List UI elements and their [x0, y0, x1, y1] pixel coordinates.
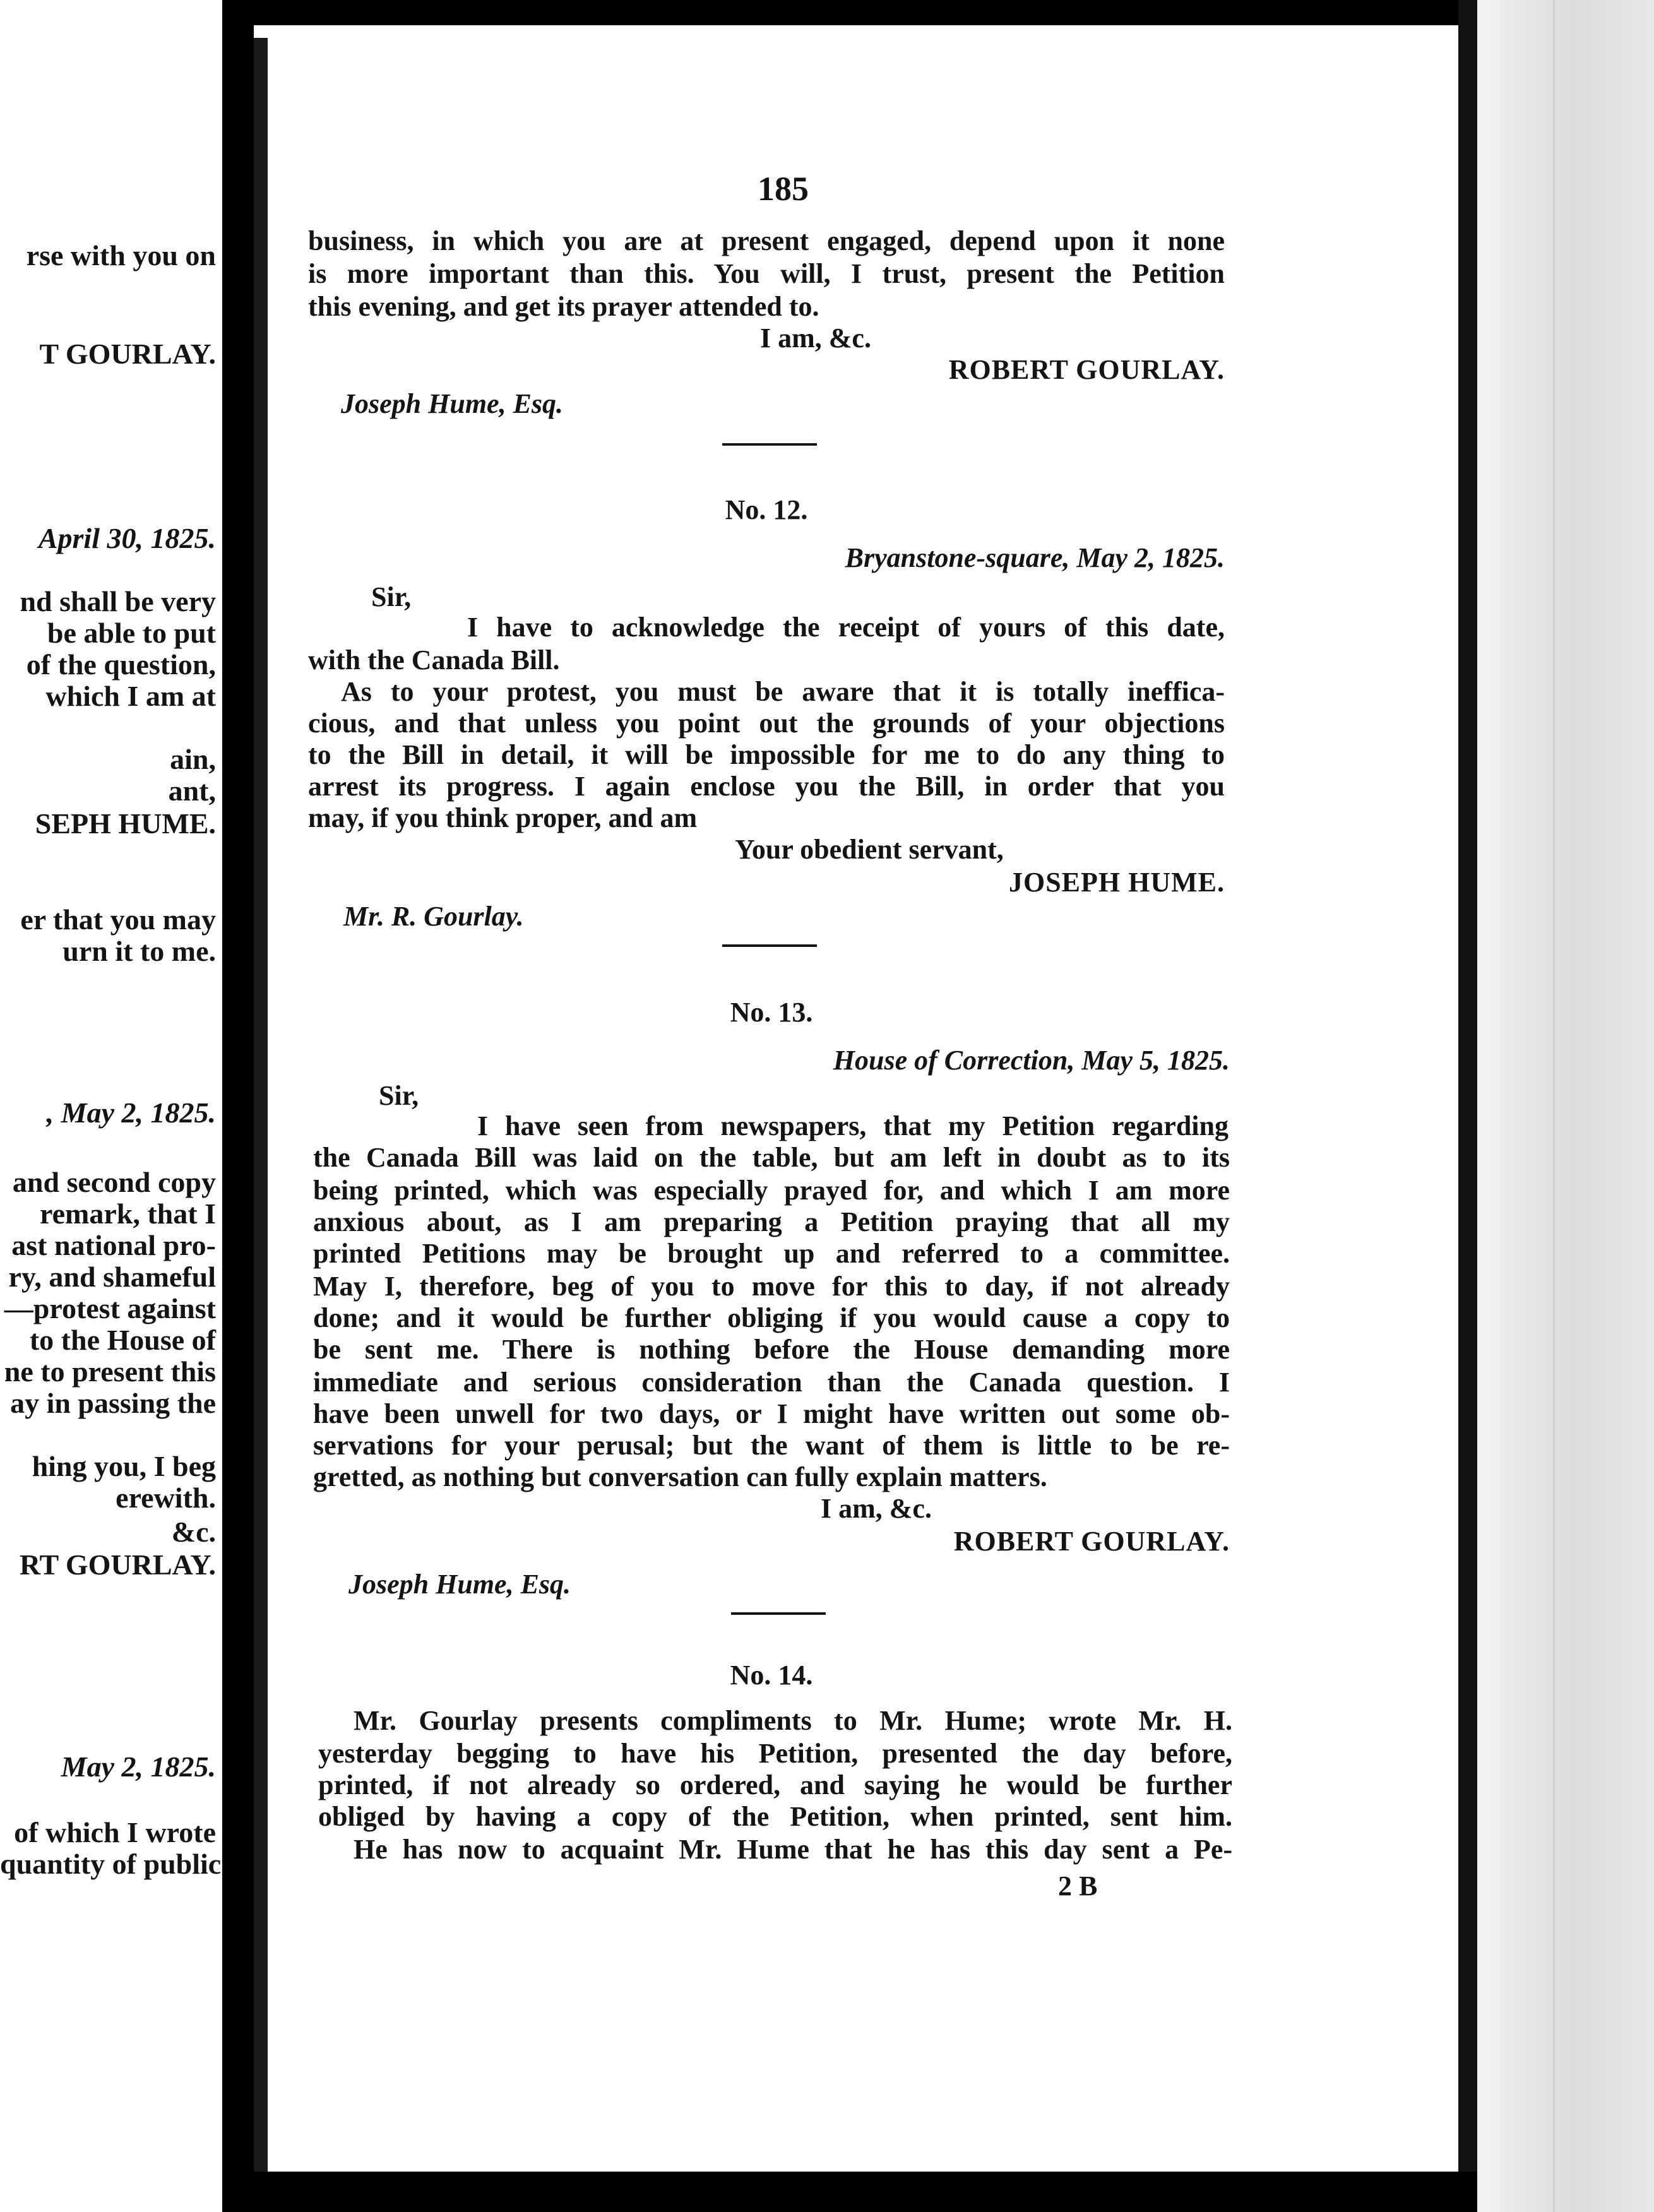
left-line: rse with you on [26, 239, 216, 271]
left-line: ay in passing the [10, 1387, 216, 1419]
body-line: servations for your perusal; but the want of them is little to be re- [313, 1430, 1230, 1461]
left-line: erewith. [116, 1482, 216, 1514]
left-line: and second copy [12, 1166, 216, 1198]
page-number: 185 [758, 170, 809, 208]
body-line: printed, if not already so ordered, and saying he would be further [318, 1769, 1232, 1800]
left-line: ant, [168, 775, 216, 807]
stacked-page-edges [1477, 0, 1654, 2212]
letter-heading: No. 13. [730, 997, 813, 1028]
body-line: immediate and serious consideration than the Canada question. I [313, 1367, 1230, 1398]
body-line: being printed, which was especially prayed for, and which I am more [313, 1175, 1230, 1206]
section-rule [722, 944, 817, 947]
left-line: T GOURLAY. [39, 338, 216, 370]
body-line: He has now to acquaint Mr. Hume that he has this day sent a Pe- [354, 1834, 1232, 1865]
body-line: I have to acknowledge the receipt of yours of this date, [467, 612, 1225, 643]
left-line: RT GOURLAY. [19, 1549, 216, 1581]
body-line: be sent me. There is nothing before the House demanding more [313, 1334, 1230, 1365]
closing: Your obedient servant, [735, 834, 1004, 865]
left-line: ain, [170, 743, 216, 775]
left-line: urn it to me. [62, 935, 216, 967]
body-line: yesterday begging to have his Petition, presented the day before, [318, 1738, 1232, 1769]
addressee: Joseph Hume, Esq. [341, 388, 564, 419]
section-rule [722, 443, 817, 446]
left-line: quantity of public [0, 1848, 222, 1880]
left-line: &c. [171, 1516, 216, 1548]
left-line: of which I wrote [14, 1816, 216, 1848]
dateline: Bryanstone-square, May 2, 1825. [845, 542, 1225, 573]
addressee: Joseph Hume, Esq. [348, 1569, 571, 1600]
body-line: Mr. Gourlay presents compliments to Mr. Hume; wrote Mr. H. [354, 1705, 1232, 1736]
left-line: hing you, I beg [32, 1450, 216, 1482]
left-line: of the question, [26, 648, 216, 681]
body-line: done; and it would be further obliging if you would cause a copy to [313, 1302, 1230, 1333]
body-line: with the Canada Bill. [308, 645, 560, 675]
body-line: anxious about, as I am preparing a Petition praying that all my [313, 1206, 1230, 1237]
body-line: printed Petitions may be brought up and referred to a committee. [313, 1238, 1230, 1269]
addressee: Mr. R. Gourlay. [343, 901, 524, 932]
left-line: remark, that I [40, 1198, 216, 1230]
left-line: , May 2, 1825. [46, 1097, 216, 1129]
left-line: which I am at [45, 680, 216, 712]
body-line: have been unwell for two days, or I might have written out some ob- [313, 1398, 1230, 1429]
salutation: Sir, [379, 1080, 419, 1111]
left-line: er that you may [20, 903, 216, 936]
left-line: SEPH HUME. [35, 807, 216, 840]
body-line: cious, and that unless you point out the grounds of your objections [308, 708, 1225, 739]
letter-heading: No. 12. [725, 494, 808, 525]
body-line: is more important than this. You will, I trust, present the Petition [308, 258, 1225, 289]
signature-mark: 2 B [1058, 1870, 1098, 1901]
signature: ROBERT GOURLAY. [953, 1526, 1230, 1557]
body-line: to the Bill in detail, it will be impossible for me to do any thing to [308, 739, 1225, 770]
body-line: As to your protest, you must be aware that it is totally ineffica- [341, 676, 1225, 707]
salutation: Sir, [371, 581, 412, 612]
left-line: ast national pro- [11, 1229, 216, 1261]
body-line: obliged by having a copy of the Petition, when printed, sent him. [318, 1801, 1232, 1832]
page-edge-shadow [1458, 0, 1477, 2212]
scan-border-bottom [222, 2172, 1477, 2212]
letter-heading: No. 14. [730, 1660, 813, 1691]
body-line: the Canada Bill was laid on the table, but am left in doubt as to its [313, 1142, 1230, 1173]
left-line: ry, and shameful [8, 1261, 216, 1293]
left-line: be able to put [47, 617, 216, 649]
body-line: May I, therefore, beg of you to move for this to day, if not already [313, 1271, 1230, 1302]
body-line: gretted, as nothing but conversation can fully explain matters. [313, 1461, 1047, 1492]
body-line: this evening, and get its prayer attended to. [308, 291, 819, 322]
left-line: ne to present this [4, 1355, 216, 1388]
body-line: I have seen from newspapers, that my Petition regarding [477, 1110, 1229, 1141]
signature: JOSEPH HUME. [1008, 867, 1225, 898]
signature: ROBERT GOURLAY. [948, 354, 1225, 385]
dateline: House of Correction, May 5, 1825. [833, 1045, 1230, 1076]
body-line: arrest its progress. I again enclose you the Bill, in order that you [308, 771, 1225, 802]
closing: I am, &c. [760, 323, 871, 354]
left-line: —protest against [4, 1292, 216, 1324]
book-gutter [222, 0, 254, 2212]
body-line: business, in which you are at present engaged, depend upon it none [308, 225, 1225, 256]
body-line: may, if you think proper, and am [308, 802, 698, 833]
left-page-text [0, 0, 222, 2172]
left-line: nd shall be very [20, 585, 216, 617]
left-line: April 30, 1825. [38, 522, 216, 554]
closing: I am, &c. [821, 1493, 932, 1524]
section-rule [731, 1612, 826, 1615]
left-line: May 2, 1825. [61, 1751, 216, 1783]
left-line: to the House of [29, 1324, 216, 1356]
